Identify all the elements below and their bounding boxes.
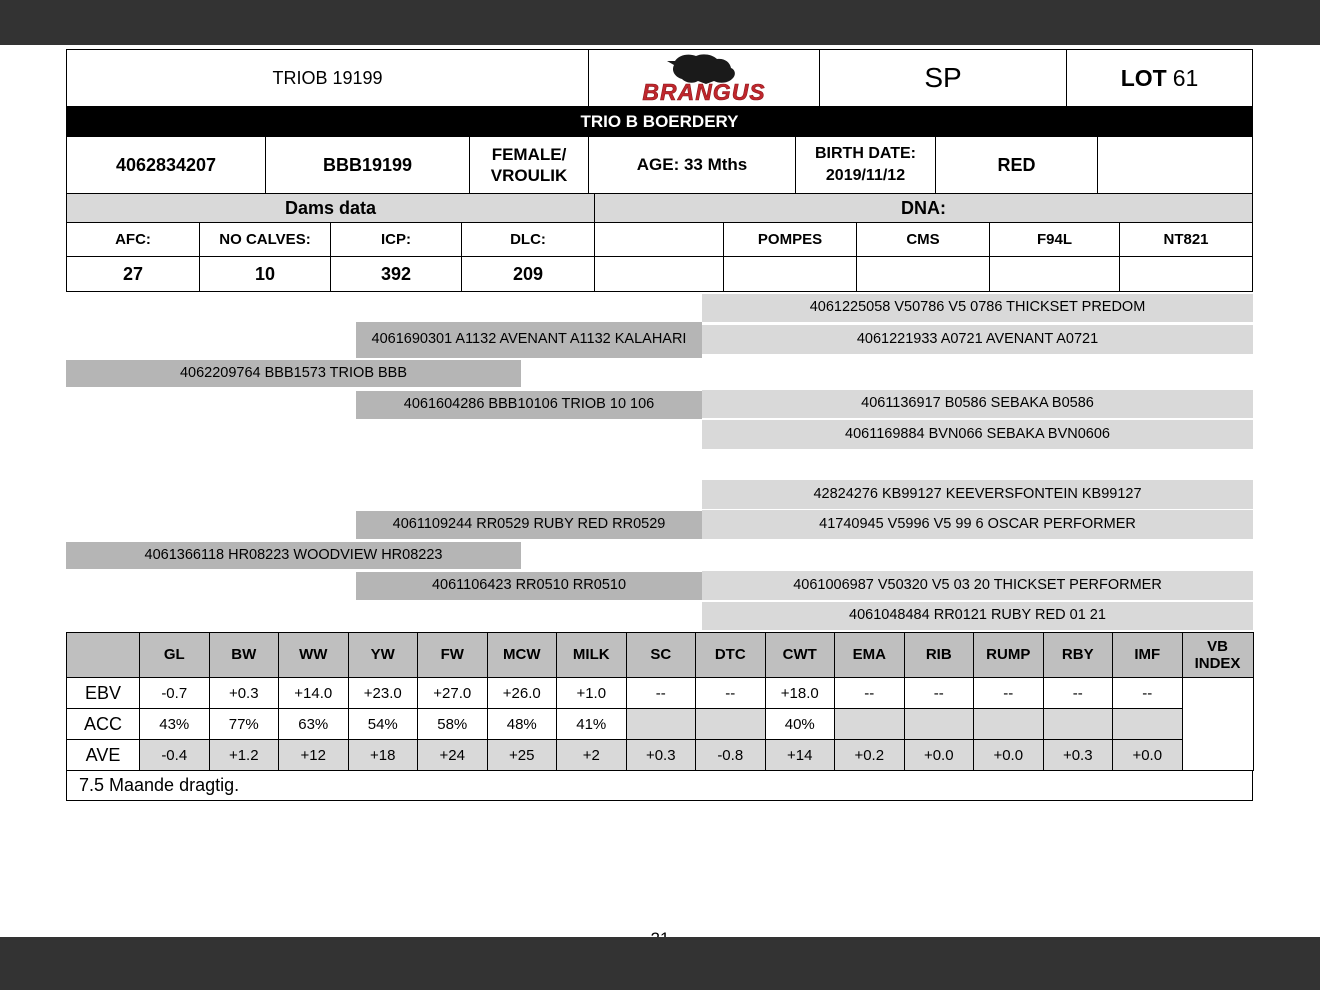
ebv-value-cell: -- <box>696 678 766 709</box>
ebv-value-cell: +0.2 <box>835 740 905 771</box>
ebv-col-header: RIB <box>904 633 974 678</box>
ebv-col-header: BW <box>209 633 279 678</box>
pedigree-chart <box>66 292 1253 632</box>
spacer-cell <box>595 223 724 257</box>
dna-f94l-value <box>990 257 1120 292</box>
ebv-value-cell: 41% <box>557 709 627 740</box>
icp-label: ICP: <box>331 223 462 257</box>
ebv-value-cell: 77% <box>209 709 279 740</box>
ebv-value-cell: +2 <box>557 740 627 771</box>
stats-values-row <box>66 257 1253 292</box>
ebv-col-header: MILK <box>557 633 627 678</box>
brangus-logo <box>619 52 789 104</box>
ebv-col-header: DTC <box>696 633 766 678</box>
pedigree-dam-dam-sire: 4061006987 V50320 V5 03 20 THICKSET PERFORMER <box>702 571 1253 600</box>
ebv-value-cell: -- <box>835 678 905 709</box>
ebv-value-cell: +18 <box>348 740 418 771</box>
sex-line1: FEMALE/ <box>491 144 567 164</box>
pedigree-dam-dam-dam: 4061048484 RR0121 RUBY RED 01 21 <box>702 602 1253 630</box>
pedigree-sire: 4062209764 BBB1573 TRIOB BBB <box>66 360 521 387</box>
vb-index-cell <box>1182 678 1253 771</box>
ebv-value-cell: -0.7 <box>140 678 210 709</box>
pedigree-sire-sire-dam: 4061221933 A0721 AVENANT A0721 <box>702 325 1253 354</box>
pedigree-sire-dam-sire: 4061136917 B0586 SEBAKA B0586 <box>702 390 1253 418</box>
ebv-value-cell: -- <box>904 678 974 709</box>
ebv-value-cell <box>1043 709 1113 740</box>
ebv-value-cell: -0.8 <box>696 740 766 771</box>
pedigree-dam-dam: 4061106423 RR0510 RR0510 <box>356 572 702 600</box>
acc-row <box>67 709 1254 740</box>
pedigree-dam: 4061366118 HR08223 WOODVIEW HR08223 <box>66 542 521 569</box>
ebv-value-cell: -- <box>974 678 1044 709</box>
ebv-col-header: IMF <box>1113 633 1183 678</box>
no-calves-value: 10 <box>200 257 331 292</box>
dams-data-header: Dams data <box>67 194 595 223</box>
section-row <box>66 194 1253 223</box>
ebv-value-cell: +1.2 <box>209 740 279 771</box>
catalog-sheet <box>66 49 1253 801</box>
stats-labels-row <box>66 223 1253 257</box>
ebv-value-cell: +27.0 <box>418 678 488 709</box>
age-cell: AGE: 33 Mths <box>589 137 796 194</box>
spacer-cell <box>595 257 724 292</box>
sex-cell <box>470 137 589 194</box>
ebv-value-cell: +0.3 <box>626 740 696 771</box>
ebv-value-cell: 48% <box>487 709 557 740</box>
ebv-value-cell: +0.0 <box>974 740 1044 771</box>
ebv-value-cell: +0.3 <box>209 678 279 709</box>
ebv-value-cell: -- <box>1043 678 1113 709</box>
header-row <box>66 49 1253 107</box>
icp-value: 392 <box>331 257 462 292</box>
birth-date-value: 2019/11/12 <box>825 167 906 184</box>
info-row <box>66 137 1253 194</box>
pedigree-sire-sire: 4061690301 A1132 AVENANT A1132 KALAHARI <box>356 322 702 358</box>
ebv-row-label: AVE <box>67 740 140 771</box>
ebv-col-header: MCW <box>487 633 557 678</box>
birth-date-label: BIRTH DATE: <box>814 145 917 163</box>
logo-cell <box>589 50 820 107</box>
dna-cms-value <box>857 257 990 292</box>
lot-label: LOT <box>1120 64 1167 91</box>
lot-cell <box>1067 50 1253 107</box>
ebv-col-header: FW <box>418 633 488 678</box>
farm-name-bar: TRIO B BOERDERY <box>66 107 1253 137</box>
ebv-value-cell: +24 <box>418 740 488 771</box>
ebv-header-row <box>67 633 1254 678</box>
ebv-value-cell: +12 <box>279 740 349 771</box>
sex-line2: VROULIK <box>490 166 568 185</box>
ebv-row-label: EBV <box>67 678 140 709</box>
ebv-value-cell: +1.0 <box>557 678 627 709</box>
ebv-value-cell <box>974 709 1044 740</box>
no-calves-label: NO CALVES: <box>200 223 331 257</box>
empty-info-cell <box>1098 137 1253 194</box>
ebv-value-cell <box>1113 709 1183 740</box>
birth-date-cell <box>796 137 936 194</box>
ebv-col-header: VB INDEX <box>1182 633 1253 678</box>
viewer-bottom-bar <box>0 937 1320 990</box>
viewer-top-bar <box>0 0 1320 45</box>
ebv-value-cell: +14.0 <box>279 678 349 709</box>
pedigree-sire-dam-dam: 4061169884 BVN066 SEBAKA BVN0606 <box>702 420 1253 449</box>
afc-value: 27 <box>67 257 200 292</box>
ebv-value-cell <box>904 709 974 740</box>
dna-header: DNA: <box>595 194 1253 223</box>
dna-f94l-label: F94L <box>990 223 1120 257</box>
dna-pompes-value <box>724 257 857 292</box>
animal-id: TRIOB 19199 <box>67 50 589 107</box>
afc-label: AFC: <box>67 223 200 257</box>
ebv-col-header: CWT <box>765 633 835 678</box>
breed-code: SP <box>820 50 1067 107</box>
ebv-value-cell: -- <box>1113 678 1183 709</box>
brangus-wordmark: BRANGUS <box>642 79 766 104</box>
ebv-value-cell: 54% <box>348 709 418 740</box>
ebv-value-cell <box>696 709 766 740</box>
ebv-col-header: YW <box>348 633 418 678</box>
registration-number: 4062834207 <box>67 137 266 194</box>
ebv-value-cell: +25 <box>487 740 557 771</box>
ebv-value-cell: +0.0 <box>904 740 974 771</box>
ebv-value-cell: +26.0 <box>487 678 557 709</box>
ebv-col-header: EMA <box>835 633 905 678</box>
dlc-value: 209 <box>462 257 595 292</box>
ebv-value-cell: +14 <box>765 740 835 771</box>
ebv-table <box>66 632 1254 771</box>
ebv-value-cell: +23.0 <box>348 678 418 709</box>
ebv-value-cell <box>835 709 905 740</box>
ebv-value-cell: +0.3 <box>1043 740 1113 771</box>
dna-nt821-value <box>1120 257 1253 292</box>
dna-pompes-label: POMPES <box>724 223 857 257</box>
ebv-value-cell: 40% <box>765 709 835 740</box>
ebv-value-cell: +18.0 <box>765 678 835 709</box>
ave-row <box>67 740 1254 771</box>
ebv-value-cell: -0.4 <box>140 740 210 771</box>
pedigree-sire-sire-sire: 4061225058 V50786 V5 0786 THICKSET PREDOM <box>702 294 1253 322</box>
pedigree-dam-sire-dam: 41740945 V5996 V5 99 6 OSCAR PERFORMER <box>702 510 1253 539</box>
ebv-col-header: GL <box>140 633 210 678</box>
tattoo-number: BBB19199 <box>266 137 470 194</box>
dna-nt821-label: NT821 <box>1120 223 1253 257</box>
ebv-col-header: WW <box>279 633 349 678</box>
colour-cell: RED <box>936 137 1098 194</box>
ebv-value-cell: -- <box>626 678 696 709</box>
ebv-col-header: SC <box>626 633 696 678</box>
ebv-value-cell: +0.0 <box>1113 740 1183 771</box>
pedigree-dam-sire: 4061109244 RR0529 RUBY RED RR0529 <box>356 511 702 539</box>
ebv-col-header: RBY <box>1043 633 1113 678</box>
ebv-value-cell: 43% <box>140 709 210 740</box>
ebv-col-header <box>67 633 140 678</box>
lot-number: 61 <box>1172 64 1199 91</box>
ebv-value-cell: 58% <box>418 709 488 740</box>
pedigree-sire-dam: 4061604286 BBB10106 TRIOB 10 106 <box>356 391 702 419</box>
pregnancy-note: 7.5 Maande dragtig. <box>66 771 1253 801</box>
dna-cms-label: CMS <box>857 223 990 257</box>
pedigree-dam-sire-sire: 42824276 KB99127 KEEVERSFONTEIN KB99127 <box>702 480 1253 509</box>
ebv-value-cell <box>626 709 696 740</box>
ebv-col-header: RUMP <box>974 633 1044 678</box>
dlc-label: DLC: <box>462 223 595 257</box>
ebv-row-label: ACC <box>67 709 140 740</box>
ebv-row <box>67 678 1254 709</box>
ebv-value-cell: 63% <box>279 709 349 740</box>
